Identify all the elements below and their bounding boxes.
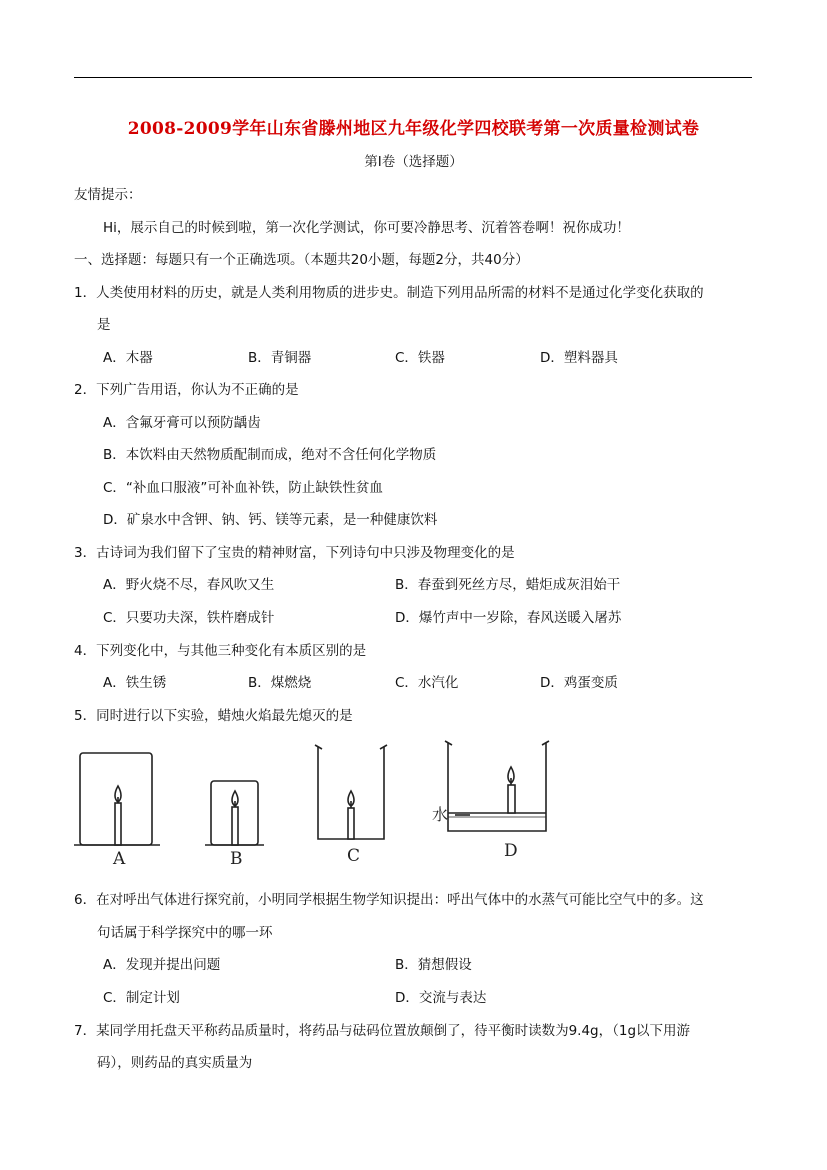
question-6-stem-cont: 句话属于科学探究中的哪一环: [97, 925, 273, 941]
section-heading: 一、选择题：每题只有一个正确选项。（本题共20小题，每题2分，共40分）: [74, 252, 529, 268]
jar-a: [74, 753, 160, 845]
question-2-option-c: C．“补血口服液”可补血补铁，防止缺铁性贫血: [103, 480, 383, 496]
question-6-stem: 6．在对呼出气体进行探究前，小明同学根据生物学知识提出：呼出气体中的水蒸气可能比空气中的多。这: [74, 892, 704, 908]
question-2-option-a: A．含氟牙膏可以预防龋齿: [103, 415, 261, 431]
question-4-option-b: B．煤燃烧: [248, 675, 312, 691]
candle-experiment-figure: [74, 735, 594, 870]
jar-b: [205, 781, 264, 845]
page-title: 2008-2009学年山东省滕州地区九年级化学四校联考第一次质量检测试卷: [127, 119, 700, 139]
beaker-d: [445, 741, 549, 831]
question-7-stem: 7．某同学用托盘天平称药品质量时，将药品与砝码位置放颠倒了，待平衡时读数为9.4g，（1g以下用游: [74, 1023, 691, 1039]
question-3-option-b: B．春蚕到死丝方尽，蜡炬成灰泪始干: [395, 577, 621, 593]
question-6-option-d: D．交流与表达: [395, 990, 487, 1006]
tips-text: Hi，展示自己的时候到啦，第一次化学测试，你可要冷静思考、沉着答卷啊！祝你成功！: [103, 220, 630, 236]
question-7-stem-cont: 码），则药品的真实质量为: [97, 1055, 253, 1071]
question-6-option-b: B．猜想假设: [395, 957, 472, 973]
question-1-option-a: A．木器: [103, 350, 153, 366]
header-rule: [74, 77, 752, 78]
tips-label: 友情提示：: [74, 187, 142, 203]
question-4-option-d: D．鸡蛋变质: [540, 675, 618, 691]
question-2-option-b: B．本饮料由天然物质配制而成，绝对不含任何化学物质: [103, 447, 437, 463]
figure-label-a: A: [113, 849, 126, 869]
question-1-option-d: D．塑料器具: [540, 350, 618, 366]
figure-label-d: D: [504, 841, 518, 861]
question-2-option-d: D．矿泉水中含钾、钠、钙、镁等元素，是一种健康饮料: [103, 512, 438, 528]
volume-heading: 第Ⅰ卷（选择题）: [364, 154, 463, 170]
question-6-option-a: A．发现并提出问题: [103, 957, 221, 973]
beaker-c: [315, 745, 387, 839]
question-6-option-c: C．制定计划: [103, 990, 180, 1006]
question-4-option-a: A．铁生锈: [103, 675, 167, 691]
figure-label-c: C: [347, 846, 361, 866]
question-3-option-d: D．爆竹声中一岁除，春风送暖入屠苏: [395, 610, 622, 626]
question-4-option-c: C．水汽化: [395, 675, 459, 691]
question-1-stem-cont: 是: [97, 317, 111, 333]
question-1-option-b: B．青铜器: [248, 350, 312, 366]
question-2-stem: 2．下列广告用语，你认为不正确的是: [74, 382, 299, 398]
question-3-stem: 3．古诗词为我们留下了宝贵的精神财富，下列诗句中只涉及物理变化的是: [74, 545, 515, 561]
figure-label-b: B: [230, 849, 243, 869]
question-1-stem: 1．人类使用材料的历史，就是人类利用物质的进步史。制造下列用品所需的材料不是通过化学变化获取的: [74, 285, 704, 301]
question-3-option-c: C．只要功夫深，铁杵磨成针: [103, 610, 275, 626]
question-3-option-a: A．野火烧不尽，春风吹又生: [103, 577, 275, 593]
water-label: 水: [432, 805, 449, 824]
question-5-stem: 5．同时进行以下实验，蜡烛火焰最先熄灭的是: [74, 708, 353, 724]
question-1-option-c: C．铁器: [395, 350, 445, 366]
question-4-stem: 4．下列变化中，与其他三种变化有本质区别的是: [74, 643, 367, 659]
